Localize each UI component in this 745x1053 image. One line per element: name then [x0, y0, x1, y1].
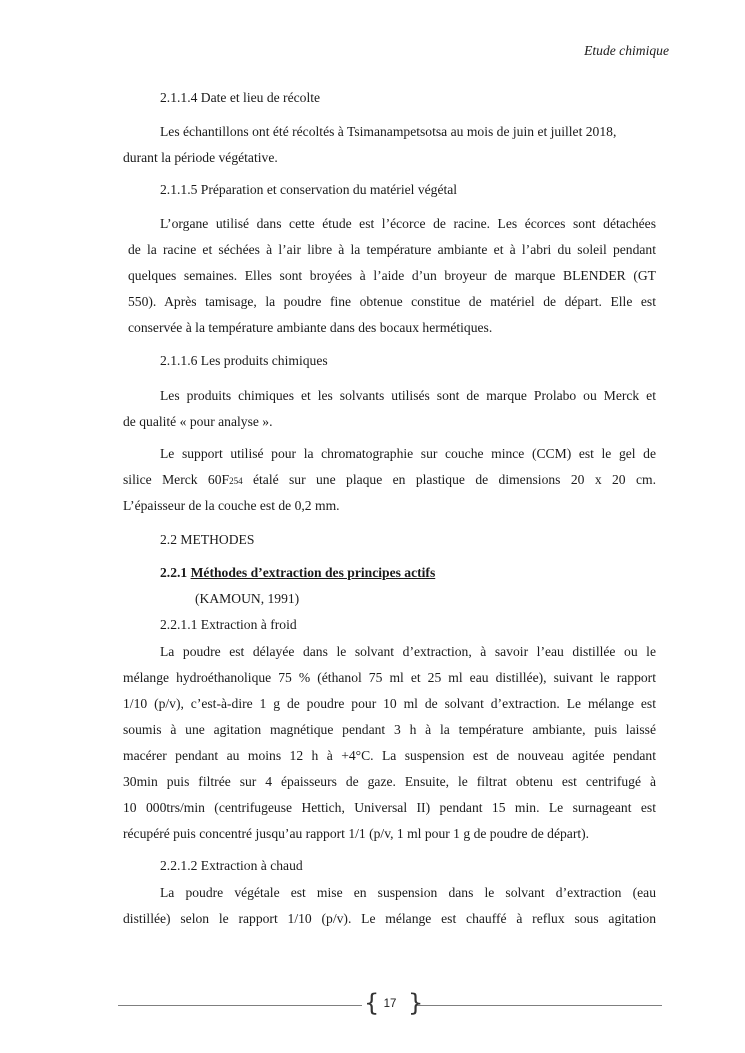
right-brace: } — [408, 989, 424, 1017]
heading-221 — [160, 566, 435, 580]
citation: (KAMOUN, 1991) — [195, 591, 300, 606]
text-line: 1/10 (p/v), c’est-à-dire 1 g de poudre pour 10 ml de solvant d’extraction. Le mélange est — [123, 696, 656, 711]
text-line: L’épaisseur de la couche est de 0,2 mm. — [123, 498, 340, 513]
heading-2211: 2.2.1.1 Extraction à froid — [160, 617, 297, 632]
text-line-subscript — [123, 473, 656, 487]
text-line: 10 000trs/min (centrifugeuse Hettich, Universal II) pendant 15 min. Le surnageant est — [123, 800, 656, 815]
footer-rule-right — [416, 1005, 662, 1006]
text-line: distillée) selon le rapport 1/10 (p/v). Le mélange est chauffé à reflux sous agitation — [123, 911, 656, 926]
text-line: de la racine et séchées à l’air libre à la température ambiante et à l’abri du soleil pendant — [128, 242, 656, 257]
text-line: macérer pendant au moins 12 h à +4°C. La suspension est de nouveau agitée pendant — [123, 748, 656, 763]
heading-2115: 2.1.1.5 Préparation et conservation du matériel végétal — [160, 182, 458, 197]
running-header: Etude chimique — [584, 43, 669, 58]
subscript: 254 — [229, 476, 243, 486]
text-line: 30min puis filtrée sur 4 épaisseurs de gaze. Ensuite, le filtrat obtenu est centrifugé à — [123, 774, 656, 789]
text-line: de qualité « pour analyse ». — [123, 414, 273, 429]
text-line: La poudre végétale est mise en suspension dans le solvant d’extraction (eau — [160, 885, 656, 900]
left-brace: { — [364, 989, 380, 1017]
heading-22: 2.2 METHODES — [160, 532, 255, 547]
text-line: L’organe utilisé dans cette étude est l’écorce de racine. Les écorces sont détachées — [160, 216, 656, 231]
heading-2114: 2.1.1.4 Date et lieu de récolte — [160, 90, 321, 105]
page-number: 17 — [383, 998, 397, 1010]
text-line: Le support utilisé pour la chromatographie sur couche mince (CCM) est le gel de — [160, 446, 656, 461]
text-line: 550). Après tamisage, la poudre fine obtenue constitue de matériel de départ. Elle est — [128, 294, 656, 309]
text-line: mélange hydroéthanolique 75 % (éthanol 75 ml et 25 ml eau distillée), suivant le rapport — [123, 670, 656, 685]
text-fragment: étalé sur une plaque en plastique de dimensions 20 x 20 cm. — [242, 472, 656, 487]
text-line: quelques semaines. Elles sont broyées à l’aide d’un broyeur de marque BLENDER (GT — [128, 268, 656, 283]
footer-rule-left — [118, 1005, 362, 1006]
section-number: 2.2.1 — [160, 565, 188, 580]
text-line: récupéré puis concentré jusqu’au rapport 1/1 (p/v, 1 ml pour 1 g de poudre de départ). — [123, 826, 590, 841]
heading-2116: 2.1.1.6 Les produits chimiques — [160, 353, 328, 368]
text-line: La poudre est délayée dans le solvant d’extraction, à savoir l’eau distillée ou le — [160, 644, 656, 659]
heading-2212: 2.2.1.2 Extraction à chaud — [160, 858, 303, 873]
text-line: Les échantillons ont été récoltés à Tsimanampetsotsa au mois de juin et juillet 2018, — [160, 124, 617, 139]
text-line: Les produits chimiques et les solvants utilisés sont de marque Prolabo ou Merck et — [160, 388, 656, 403]
text-line: conservée à la température ambiante dans des bocaux hermétiques. — [128, 320, 493, 335]
text-line: soumis à une agitation magnétique pendant 3 h à la température ambiante, puis laissé — [123, 722, 656, 737]
text-fragment: silice Merck 60F — [123, 472, 230, 487]
section-title: Méthodes d’extraction des principes actifs — [190, 565, 436, 580]
text-line: durant la période végétative. — [123, 150, 278, 165]
